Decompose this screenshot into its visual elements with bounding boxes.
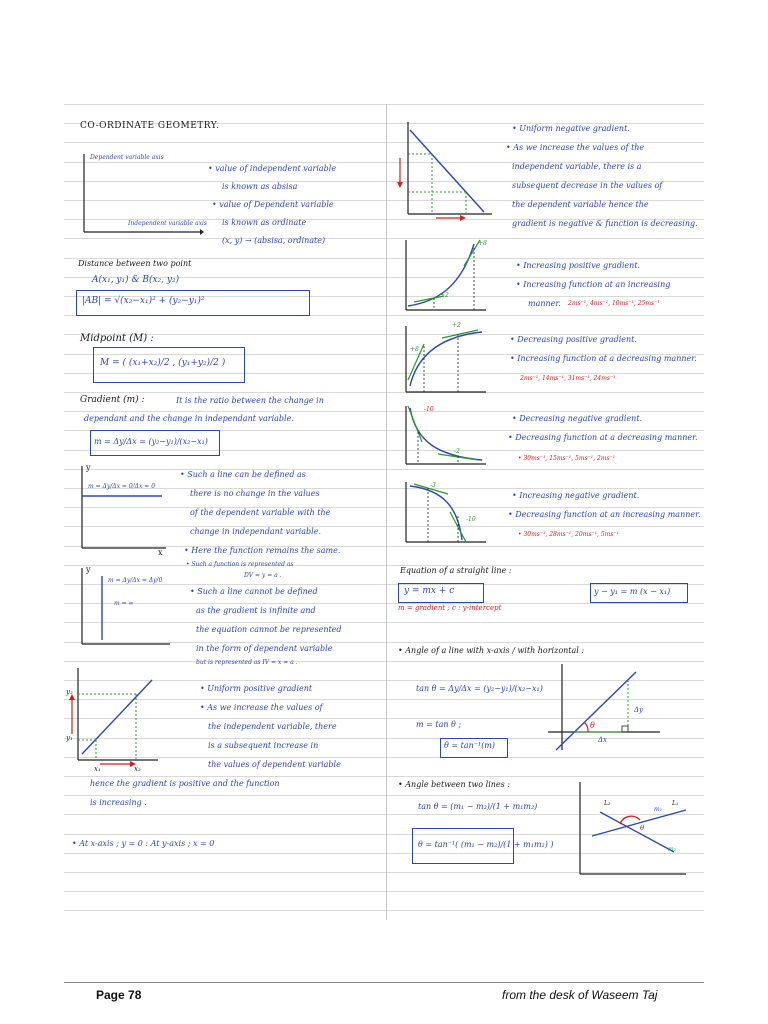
neg-note-6: gradient is negative & function is decreasing. xyxy=(512,219,698,228)
distance-heading: Distance between two point xyxy=(78,259,192,268)
ruled-line xyxy=(64,776,704,777)
neg-note-4: subsequent decrease in the values of xyxy=(512,181,663,190)
curve2-label-b: +2 xyxy=(452,322,461,329)
distance-points: A(x₁, y₁) & B(x₂, y₂) xyxy=(92,275,180,285)
zero-note-7: DV = y = a . xyxy=(244,572,282,579)
pos-note-1: • Uniform positive gradient xyxy=(200,684,313,693)
slope-intercept-eq: y = mx + c xyxy=(404,586,455,596)
curve2-note-2: • Increasing function at a decreasing manner. xyxy=(510,354,697,363)
curve4-note-1: • Increasing negative gradient. xyxy=(512,491,640,500)
axes-note-4: is known as ordinate xyxy=(222,218,307,227)
curve2-label-a: +8 xyxy=(410,346,419,353)
zero-note-4: change in independant variable. xyxy=(190,527,321,536)
infinite-gradient-m: m = ∞ xyxy=(114,600,134,607)
x-axis-label: Independent variable axis xyxy=(128,220,207,227)
pos-y2-label: y₂ xyxy=(66,688,73,696)
ruled-line xyxy=(64,891,704,892)
curve-decreasing-positive-graph xyxy=(394,322,494,402)
slope-intercept-legend: m = gradient ; c : y-intercept xyxy=(398,604,502,612)
axes-note-1: • value of independent variable xyxy=(208,164,337,173)
curve1-note-1: • Increasing positive gradient. xyxy=(516,261,641,270)
svg-text:Δy: Δy xyxy=(634,706,644,714)
gradient-formula: m = Δy/Δx = (y₂−y₁)/(x₂−x₁) xyxy=(94,437,208,446)
curve-increasing-negative-graph xyxy=(394,478,494,556)
ruled-line xyxy=(64,910,704,911)
midpoint-formula: M = ( (x₁+x₂)/2 , (y₁+y₂)/2 ) xyxy=(100,358,226,368)
negative-uniform-graph xyxy=(392,118,496,226)
zero-gradient-formula: m = Δy/Δx = 0/Δx = 0 xyxy=(88,483,156,490)
page-title: CO-ORDINATE GEOMETRY. xyxy=(80,121,220,131)
point-slope-eq: y − y₁ = m (x − x₁) xyxy=(594,587,671,596)
line-l2-label: L₂ xyxy=(604,800,611,807)
neg-note-5: the dependent variable hence the xyxy=(512,200,649,209)
zero-note-2: there is no change in the values xyxy=(190,489,320,498)
curve3-values: • 30ms⁻¹, 15ms⁻¹, 5ms⁻¹, 2ms⁻¹ xyxy=(518,455,616,462)
curve4-values: • 30ms⁻¹, 28ms⁻¹, 20ms⁻¹, 5ms⁻¹ xyxy=(518,531,619,538)
angle-theta: θ = tan⁻¹(m) xyxy=(444,741,495,750)
svg-text:y: y xyxy=(86,565,91,574)
angle-heading: • Angle of a line with x-axis / with horizontal : xyxy=(398,646,585,655)
curve3-label-b: -2 xyxy=(454,448,460,455)
pos-y1-label: y₁ xyxy=(66,734,73,742)
curve1-values: 2ms⁻¹, 4ms⁻¹, 10ms⁻¹, 25ms⁻¹ xyxy=(568,300,660,307)
distance-formula: |AB| = √(x₂−x₁)² + (y₂−y₁)² xyxy=(82,296,205,306)
axis-intercept-note: • At x-axis ; y = 0 : At y-axis ; x = 0 xyxy=(72,839,215,848)
ruled-line xyxy=(64,104,704,105)
curve-decreasing-negative-graph xyxy=(394,402,494,478)
neg-note-3: independent variable, there is a xyxy=(512,162,642,171)
gradient-desc-1: It is the ratio between the change in xyxy=(176,396,324,405)
curve4-label-b: -10 xyxy=(466,516,476,523)
infinite-gradient-formula: m = Δy/Δx = Δy/0 xyxy=(108,577,163,584)
curve2-note-1: • Decreasing positive gradient. xyxy=(510,335,637,344)
two-lines-tan: tan θ = (m₁ − m₂)/(1 + m₁m₂) xyxy=(418,802,538,811)
zero-note-6: • Such a function is represented as xyxy=(186,561,294,568)
pos-note-4: is a subsequent increase in xyxy=(208,741,319,750)
curve1-note-2: • Increasing function at an increasing xyxy=(516,280,671,289)
ruled-line xyxy=(64,392,704,393)
column-divider xyxy=(386,104,387,920)
two-lines-heading: • Angle between two lines : xyxy=(398,780,510,789)
inf-note-2: as the gradient is infinite and xyxy=(196,606,316,615)
line-l1-label: L₁ xyxy=(672,800,679,807)
angle-tan: tan θ = Δy/Δx = (y₂−y₁)/(x₂−x₁) xyxy=(416,684,543,693)
two-lines-theta-label: θ xyxy=(640,824,645,832)
pos-note-2: • As we increase the values of xyxy=(200,703,323,712)
pos-x2-label: x₂ xyxy=(134,765,141,773)
axes-note-2: is known as absisa xyxy=(222,182,298,191)
curve3-label-a: -10 xyxy=(424,406,434,413)
ruled-line xyxy=(64,411,704,412)
neg-note-2: • As we increase the values of the xyxy=(506,143,645,152)
zero-note-3: of the dependent variable with the xyxy=(190,508,331,517)
axes-note-3: • value of Dependent variable xyxy=(212,200,334,209)
svg-text:y: y xyxy=(86,463,91,472)
positive-gradient-graph xyxy=(62,664,162,774)
svg-text:θ: θ xyxy=(590,721,595,730)
curve2-values: 2ms⁻¹, 14ms⁻¹, 31ms⁻¹, 24ms⁻¹ xyxy=(520,375,616,382)
curve3-note-2: • Decreasing function at a decreasing manner. xyxy=(508,433,698,442)
line-m1-label: m₁ xyxy=(654,806,663,813)
straight-line-heading: Equation of a straight line : xyxy=(400,566,512,575)
neg-note-1: • Uniform negative gradient. xyxy=(512,124,630,133)
zero-gradient-graph xyxy=(66,462,176,557)
line-m2-label: m₂ xyxy=(668,846,677,853)
zero-note-5: • Here the function remains the same. xyxy=(184,546,341,555)
angle-m: m = tan θ ; xyxy=(416,720,462,729)
pos-note-6: hence the gradient is positive and the function xyxy=(90,779,280,788)
two-lines-graph xyxy=(570,778,690,882)
inf-note-1: • Such a line cannot be defined xyxy=(190,587,318,596)
curve3-note-1: • Decreasing negative gradient. xyxy=(512,414,643,423)
svg-text:Δx: Δx xyxy=(598,736,608,744)
inf-note-3: the equation cannot be represented xyxy=(196,625,342,634)
zero-note-1: • Such a line can be defined as xyxy=(180,470,306,479)
curve1-note-3: manner. xyxy=(528,299,561,308)
pos-note-3: the independent variable, there xyxy=(208,722,337,731)
two-lines-theta: θ = tan⁻¹( (m₁ − m₂)/(1 + m₁m₂) ) xyxy=(418,840,554,849)
angle-graph xyxy=(548,660,668,756)
curve4-note-2: • Decreasing function at an increasing manner. xyxy=(508,510,701,519)
inf-note-5: but is represented as IV = x = a . xyxy=(196,659,298,666)
pos-note-7: is increasing . xyxy=(90,798,147,807)
page-number: Page 78 xyxy=(96,988,142,1002)
footer-credit: from the desk of Waseem Taj xyxy=(502,988,658,1002)
curve4-label-a: -3 xyxy=(430,482,436,489)
footer-rule xyxy=(64,982,704,983)
curve1-label-b: +2 xyxy=(440,292,449,299)
svg-text:x: x xyxy=(158,548,163,557)
gradient-heading: Gradient (m) : xyxy=(80,395,145,405)
pos-x1-label: x₁ xyxy=(94,765,101,773)
axes-note-5: (x, y) → (absisa, ordinate) xyxy=(222,236,326,245)
curve1-label-a: +8 xyxy=(478,240,487,247)
midpoint-heading: Midpoint (M) : xyxy=(80,333,154,344)
inf-note-4: in the form of dependent variable xyxy=(196,644,333,653)
pos-note-5: the values of dependent variable xyxy=(208,760,341,769)
y-axis-label: Dependent variable axis xyxy=(90,154,164,161)
gradient-desc-2: dependant and the change in independant variable. xyxy=(84,414,294,423)
curve-increasing-positive-graph xyxy=(394,236,494,320)
